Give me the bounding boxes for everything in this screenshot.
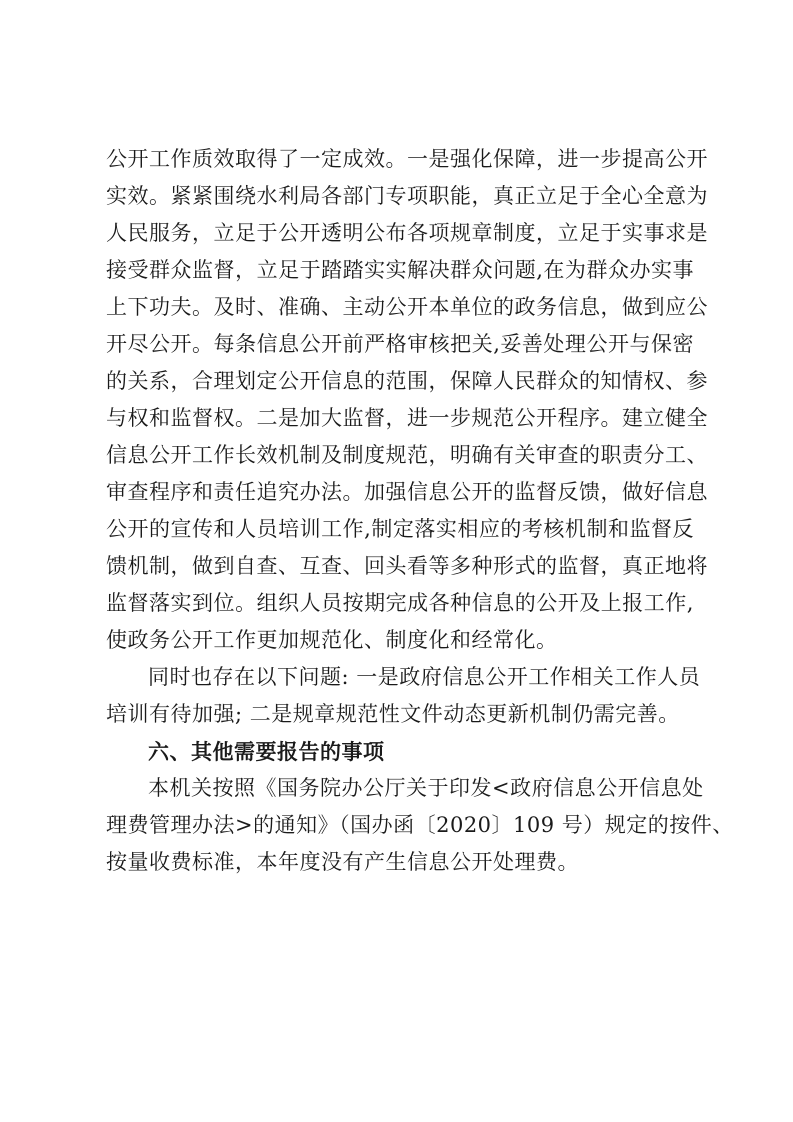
paragraph-line: 审查程序和责任追究办法。加强信息公开的监督反馈，做好信息: [106, 480, 708, 504]
paragraph-line: 公开的宣传和人员培训工作,制定落实相应的考核机制和监督反: [106, 517, 694, 541]
paragraph-line: 公开工作质效取得了一定成效。一是强化保障，进一步提高公开: [106, 147, 708, 171]
paragraph-line: 按量收费标准，本年度没有产生信息公开处理费。: [106, 850, 579, 874]
document-body: [106, 141, 734, 881]
paragraph-line: 与权和监督权。二是加大监督，进一步规范公开程序。建立健全: [106, 406, 708, 430]
paragraph-line: 培训有待加强; 二是规章规范性文件动态更新机制仍需完善。: [106, 702, 680, 726]
paragraph-line: 实效。紧紧围绕水利局各部门专项职能，真正立足于全心全意为: [106, 184, 708, 208]
paragraph-line: 上下功夫。及时、准确、主动公开本单位的政务信息，做到应公: [106, 295, 708, 319]
paragraph-line: 开尽公开。每条信息公开前严格审核把关,妥善处理公开与保密: [106, 332, 694, 356]
paragraph-line: 使政务公开工作更加规范化、制度化和经常化。: [106, 628, 558, 652]
paragraph-line: 接受群众监督，立足于踏踏实实解决群众问题,在为群众办实事: [106, 258, 694, 282]
paragraph-line: 本机关按照《国务院办公厅关于印发<政府信息公开信息处: [148, 776, 704, 800]
paragraph-line: 理费管理办法>的通知》（国办函〔2020〕109 号）规定的按件、: [106, 813, 734, 837]
paragraph-line: 信息公开工作长效机制及制度规范，明确有关审查的职责分工、: [106, 443, 708, 467]
paragraph-line: 监督落实到位。组织人员按期完成各种信息的公开及上报工作,: [106, 591, 694, 615]
section-heading: 六、其他需要报告的事项: [148, 739, 385, 764]
paragraph-line: 人民服务，立足于公开透明公布各项规章制度，立足于实事求是: [106, 221, 708, 245]
paragraph-line: 的关系，合理划定公开信息的范围，保障人民群众的知情权、参: [106, 369, 708, 393]
paragraph-line: 同时也存在以下问题: 一是政府信息公开工作相关工作人员: [148, 665, 701, 689]
paragraph-line: 馈机制，做到自查、互查、回头看等多种形式的监督，真正地将: [106, 554, 708, 578]
